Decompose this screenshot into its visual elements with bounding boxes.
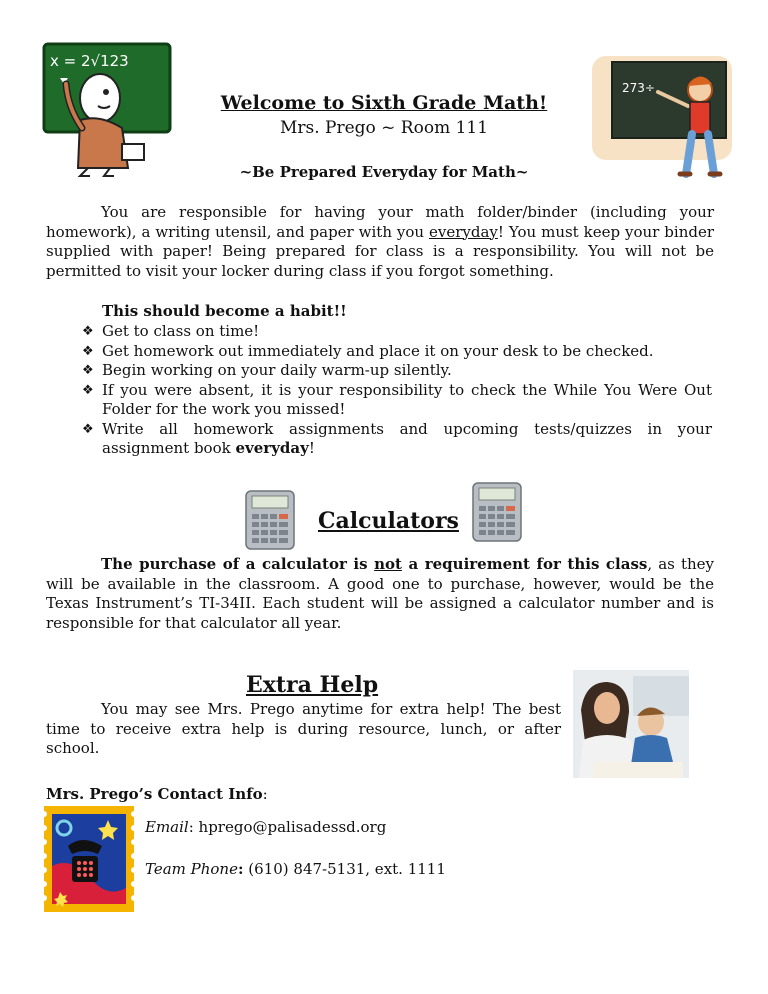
habits-list [82,322,712,459]
intro-section [46,203,714,281]
diamond-bullet-icon: ❖ [82,421,94,437]
list-item: ❖ Write all homework assignments and upcoming tests/quizzes in your assignment book everyday! [82,419,712,457]
phone-line: Team Phone: (610) 847-5131, ext. 1111 [145,860,446,878]
phone-value: (610) 847-5131, ext. 1111 [243,860,446,878]
diamond-bullet-icon: ❖ [82,382,94,398]
habits-title: This should become a habit!! [102,302,347,320]
list-item: ❖ Begin working on your daily warm-up silently. [82,361,452,379]
intro-emphasis: everyday [429,222,498,241]
contact-label: Mrs. Prego’s Contact Info: [46,785,268,803]
chalkboard-division: 273÷ [622,81,655,95]
extra-help-heading: Extra Help [246,672,379,698]
email-value: : hprego@palisadessd.org [188,818,387,836]
page-title: Welcome to Sixth Grade Math! [220,92,548,114]
chalkboard-equation: x = 2√123 [50,52,129,70]
intro-paragraph: You are responsible for having your math folder/binder (including your homework), a writing utensil, and paper with you everyday! You must keep your binder supplied with paper! Being prepared for class is a responsibility. You will not be permitted to visit your locker during class if you forgot something. [46,203,714,280]
diamond-bullet-icon: ❖ [82,343,94,359]
email-line [145,818,386,836]
diamond-bullet-icon: ❖ [82,324,94,339]
calculators-heading: Calculators [318,508,459,534]
list-item: ❖ If you were absent, it is your responsibility to check the While You Were Out Folder for the work you missed! [82,380,712,418]
extra-help-paragraph: You may see Mrs. Prego anytime for extra help! The best time to receive extra help is during resource, lunch, or after school. [46,700,561,757]
calculators-paragraph: The purchase of a calculator is not a requirement for this class, as they will be available in the classroom. A good one to purchase, however, would be the Texas Instrument’s TI-34II. Each student will be assigned a calculator number and is responsible for that calculator all year. [46,555,715,632]
teacher-room: Mrs. Prego ~ Room 111 [279,118,489,138]
calculators-section [46,555,714,633]
telephone-stamp-icon [44,806,134,912]
calculator-icon [245,490,295,550]
tutoring-photo [573,670,689,778]
calculator-icon [472,482,522,542]
extra-help-section [46,700,561,759]
phone-label: Team Phone [145,860,238,878]
list-item: ❖ Get homework out immediately and place it on your desk to be checked. [82,341,654,360]
list-item: ❖ Get to class on time! [82,322,260,340]
motto: ~Be Prepared Everyday for Math~ [239,163,529,181]
email-label: Email [145,818,189,836]
calculators-not: not [374,555,402,573]
diamond-bullet-icon: ❖ [82,363,94,378]
